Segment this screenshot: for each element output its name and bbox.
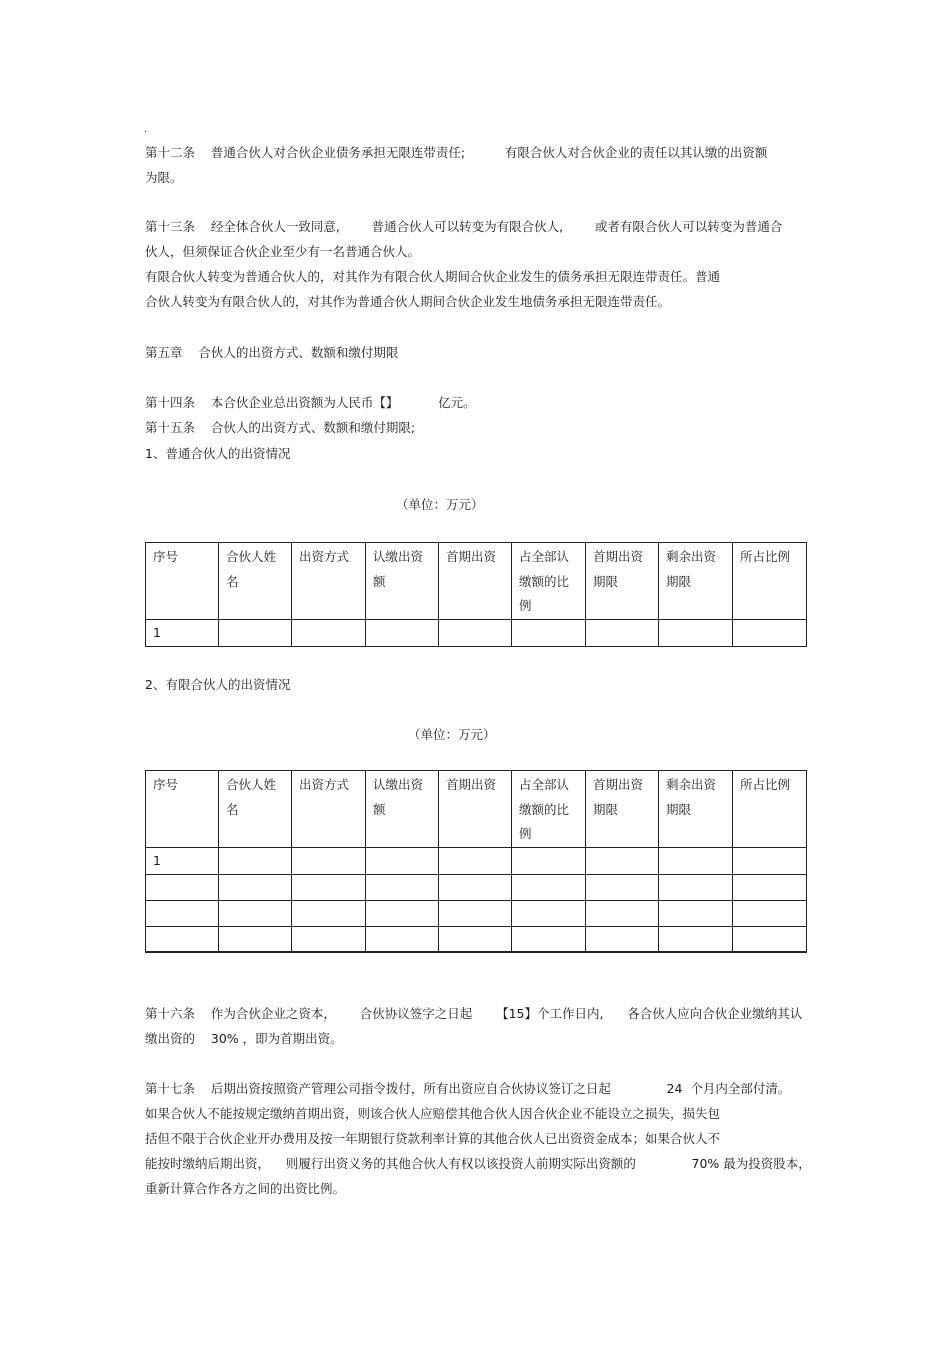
table-cell: 1 [146, 619, 219, 646]
table-cell [659, 926, 733, 952]
table-cell [366, 926, 439, 952]
table-cell [219, 847, 292, 874]
limited-partner-table [145, 770, 807, 953]
header-cell: 合伙人姓名 [219, 543, 292, 620]
table-cell [219, 900, 292, 926]
table-cell [219, 874, 292, 900]
header-cell: 剩余出资期限 [659, 543, 733, 620]
table-cell [659, 847, 733, 874]
table-cell [659, 619, 733, 646]
article-15-line: 第十五条 合伙人的出资方式、数额和缴付期限; [145, 420, 416, 435]
article-17-line-3: 括但不限于合伙企业开办费用及按一年期银行贷款利率计算的其他合伙人已出资资金成本；如果合伙人不 [145, 1131, 721, 1146]
table-cell [219, 926, 292, 952]
table-cell [366, 874, 439, 900]
article-12-line-1: 第十二条 普通合伙人对合伙企业债务承担无限连带责任; 有限合伙人对合伙企业的责任以其认缴的出资额 [145, 145, 768, 160]
table-cell [512, 900, 586, 926]
header-cell: 序号 [146, 771, 219, 848]
table-cell [733, 900, 807, 926]
table-row [146, 847, 807, 874]
general-partner-subheading: 1、普通合伙人的出资情况 [145, 446, 291, 461]
header-cell: 首期出资期限 [586, 771, 659, 848]
header-cell: 所占比例 [733, 771, 807, 848]
table-cell [512, 874, 586, 900]
table-cell [512, 926, 586, 952]
unit-label-2: （单位：万元） [408, 727, 496, 742]
table-cell [512, 847, 586, 874]
table-cell [733, 619, 807, 646]
table-cell [292, 619, 366, 646]
header-cell: 首期出资 [439, 543, 512, 620]
article-13-line-3: 有限合伙人转变为普通合伙人的，对其作为有限合伙人期间合伙企业发生的债务承担无限连带责任。普通 [145, 269, 721, 284]
unit-label-1: （单位：万元） [396, 497, 484, 512]
table-cell [366, 900, 439, 926]
limited-partner-subheading: 2、有限合伙人的出资情况 [145, 677, 291, 692]
general-partner-table [145, 542, 807, 647]
header-cell: 合伙人姓名 [219, 771, 292, 848]
table-cell [146, 874, 219, 900]
article-13-line-1: 第十三条 经全体合伙人一致同意, 普通合伙人可以转变为有限合伙人, 或者有限合伙人可以转变为普通合 [145, 219, 783, 234]
table-cell [586, 847, 659, 874]
table-header-row [146, 771, 807, 848]
table-cell [733, 874, 807, 900]
table-cell [292, 847, 366, 874]
table-cell [366, 847, 439, 874]
table-cell [439, 874, 512, 900]
article-14-line: 第十四条 本合伙企业总出资额为人民币【】 亿元。 [145, 395, 476, 410]
article-16-line-1: 第十六条 作为合伙企业之资本， 合伙协议签字之日起 【15】个工作日内, 各合伙人应向合伙企业缴纳其认 [145, 1006, 803, 1021]
table-row [146, 926, 807, 952]
article-13-line-2: 伙人，但须保证合伙企业至少有一名普通合伙人。 [145, 244, 421, 259]
table-cell [586, 926, 659, 952]
table-row [146, 900, 807, 926]
article-12-line-2: 为限。 [145, 170, 183, 185]
header-cell: 认缴出资额 [366, 771, 439, 848]
article-13-line-4: 合伙人转变为有限合伙人的，对其作为普通合伙人期间合伙企业发生地债务承担无限连带责任。 [145, 294, 671, 309]
table-cell [146, 926, 219, 952]
header-cell: 首期出资期限 [586, 543, 659, 620]
table-header-row [146, 543, 807, 620]
table-cell [586, 900, 659, 926]
table-cell [439, 847, 512, 874]
article-17-line-1: 第十七条 后期出资按照资产管理公司指令拨付，所有出资应自合伙协议签订之日起 24 个月内全部付清。 [145, 1081, 791, 1096]
table-cell [733, 926, 807, 952]
article-17-line-5: 重新计算合作各方之间的出资比例。 [145, 1181, 346, 1196]
header-cell: 首期出资 [439, 771, 512, 848]
header-cell: 占全部认缴额的比例 [512, 771, 586, 848]
chapter-5-heading: 第五章 合伙人的出资方式、数额和缴付期限 [145, 345, 399, 360]
article-17-line-2: 如果合伙人不能按规定缴纳首期出资，则该合伙人应赔偿其他合伙人因合伙企业不能设立之损失，损失包 [145, 1106, 721, 1121]
header-cell: 认缴出资额 [366, 543, 439, 620]
table-cell [659, 874, 733, 900]
table-cell [659, 900, 733, 926]
table-cell [146, 900, 219, 926]
header-cell: 出资方式 [292, 543, 366, 620]
table-cell [586, 874, 659, 900]
table-cell [292, 874, 366, 900]
table-cell [512, 619, 586, 646]
table-cell: 1 [146, 847, 219, 874]
table-cell [439, 926, 512, 952]
header-cell: 所占比例 [733, 543, 807, 620]
article-17-line-4: 能按时缴纳后期出资， 则履行出资义务的其他合伙人有权以该投资人前期实际出资额的 70% 最为投资股本， [145, 1156, 811, 1171]
article-16-line-2: 缴出资的 30% ，即为首期出资。 [145, 1031, 343, 1046]
header-cell: 剩余出资期限 [659, 771, 733, 848]
table-cell [292, 926, 366, 952]
table-cell [586, 619, 659, 646]
header-cell: 序号 [146, 543, 219, 620]
table-cell [439, 619, 512, 646]
table-cell [366, 619, 439, 646]
table-row [146, 619, 807, 646]
table-cell [733, 847, 807, 874]
header-cell: 占全部认缴额的比例 [512, 543, 586, 620]
table-row [146, 874, 807, 900]
header-cell: 出资方式 [292, 771, 366, 848]
table-cell [439, 900, 512, 926]
table-cell [292, 900, 366, 926]
table-cell [219, 619, 292, 646]
page-mark: . [144, 124, 148, 135]
